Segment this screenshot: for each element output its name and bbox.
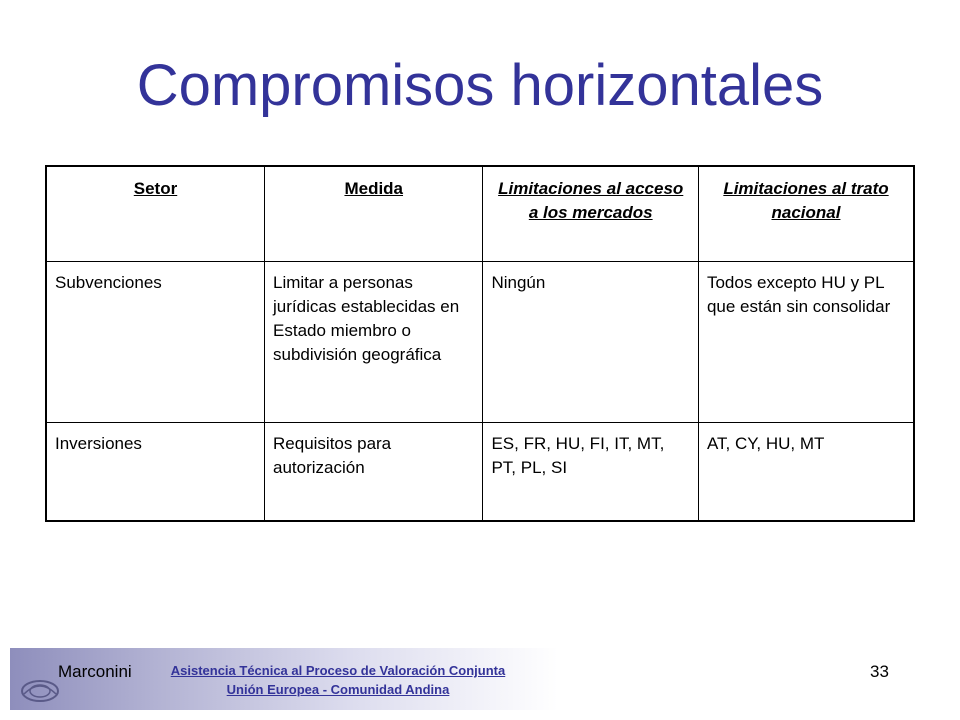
header-national-treatment: Limitaciones al trato nacional: [698, 166, 914, 261]
cell-national-treatment: Todos excepto HU y PL que están sin consolidar: [698, 261, 914, 422]
cell-sector: Inversiones: [46, 423, 265, 521]
cell-measure: Requisitos para autorización: [265, 423, 483, 521]
cell-measure: Limitar a personas jurídicas establecidas en Estado miembro o subdivisión geográfica: [265, 261, 483, 422]
author-name: Marconini: [58, 662, 132, 681]
footer-link-line1: Asistencia Técnica al Proceso de Valoración Conjunta: [170, 663, 506, 678]
table-header-row: [46, 166, 914, 261]
header-market-access: Limitaciones al acceso a los mercados: [483, 166, 699, 261]
table-row: [46, 261, 914, 422]
header-setor: Setor: [46, 166, 265, 261]
cell-national-treatment: AT, CY, HU, MT: [698, 423, 914, 521]
commitments-table: [45, 165, 915, 522]
footer-link-line2: Unión Europea - Comunidad Andina: [226, 682, 450, 697]
page-number: 33: [870, 662, 889, 681]
table-row: [46, 423, 914, 521]
footer-link[interactable]: [128, 661, 548, 699]
slide-title: Compromisos horizontales: [136, 53, 824, 118]
header-medida: Medida: [265, 166, 483, 261]
cell-sector: Subvenciones: [46, 261, 265, 422]
cell-market-access: ES, FR, HU, FI, IT, MT, PT, PL, SI: [483, 423, 699, 521]
cell-market-access: Ningún: [483, 261, 699, 422]
